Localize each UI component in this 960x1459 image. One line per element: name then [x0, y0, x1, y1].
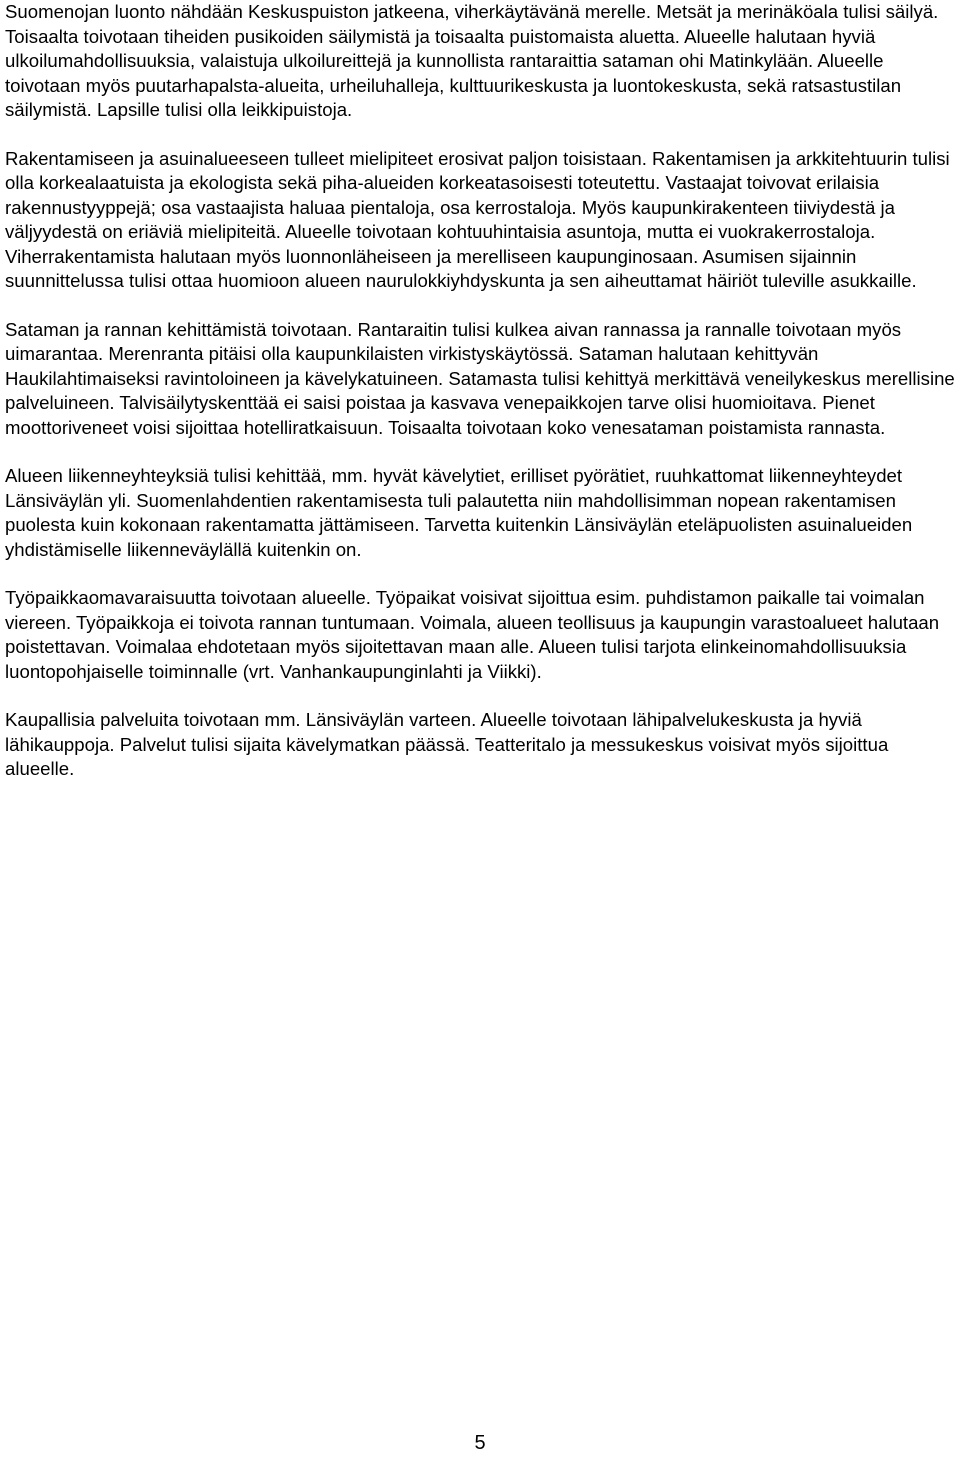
paragraph-workplaces: Työpaikkaomavaraisuutta toivotaan alueelle. Työpaikat voisivat sijoittua esim. puhdistamon paikalle tai voimalan viereen. Työpaikkoja ei toivota rannan tuntumaan. Voimala, alueen teollisuus ja kaupungin varastoalueet halutaan poistettavan. Voimalaa ehdotetaan myös sijoitettavan maan alle. Alueen tulisi tarjota elinkeinomahdollisuuksia luontopohjaiselle toiminnalle (vrt. Vanhankaupunginlahti ja Viikki).: [5, 587, 940, 682]
paragraph-construction: Rakentamiseen ja asuinalueeseen tulleet mielipiteet erosivat paljon toisistaan. Rakentamisen ja arkkitehtuurin tulisi olla korkealaatuista ja ekologista sekä piha-alueiden korkeatasoisesti toteutettu. Vastaajat toivovat erilaisia rakennustyyppejä; osa vastaajista haluaa pientaloja, osa kerrostaloja. Myös kaupunkirakenteen tiiviydestä ja väljyydestä on eriäviä mielipiteitä. Alueelle toivotaan kohtuuhintaisia asuntoja, mutta ei vuokrakerrostaloja. Viherrakentamista halutaan myös luonnonläheiseen ja merelliseen kaupunginosaan. Asumisen sijainnin suunnittelussa tulisi ottaa huomioon alueen naurulokkiyhdyskunta ja sen aiheuttamat häiriöt tuleville asukkaille.: [5, 147, 950, 291]
paragraph-traffic: Alueen liikenneyhteyksiä tulisi kehittää, mm. hyvät kävelytiet, erilliset pyörätiet, ruuhkattomat liikenneyhteydet Länsiväylän yli. Suomenlahdentien rakentamisesta tuli palautetta niin mahdollisimman nopean rakentamisen puolesta kuin kokonaan rakentamatta jättämiseen. Tarvetta kuitenkin Länsiväylän eteläpuolisten asuinalueiden yhdistämiselle liikenneväylällä kuitenkin on.: [5, 465, 913, 560]
document-body: [5, 0, 955, 806]
paragraph-services: Kaupallisia palveluita toivotaan mm. Länsiväylän varteen. Alueelle toivotaan lähipalvelukeskusta ja hyviä lähikauppoja. Palvelut tulisi sijaita kävelymatkan päässä. Teatteritalo ja messukeskus voisivat myös sijoittua alueelle.: [5, 709, 889, 779]
page-number: 5: [474, 1432, 486, 1454]
paragraph-harbour: Sataman ja rannan kehittämistä toivotaan. Rantaraitin tulisi kulkea aivan rannassa ja rannalle toivotaan myös uimarantaa. Merenranta pitäisi olla kaupunkilaisten virkistyskäytössä. Sataman halutaan kehittyvän Haukilahtimaiseksi ravintoloineen ja kävelykatuineen. Satamasta tulisi kehittyä merkittävä veneilykeskus merellisine palveluineen. Talvisäilytyskenttää ei saisi poistaa ja kasvava venepaikkojen tarve olisi huomioitava. Pienet moottoriveneet voisi sijoittaa hotelliratkaisuun. Toisaalta toivotaan koko venesataman poistamista rannasta.: [5, 318, 955, 438]
paragraph-nature: Suomenojan luonto nähdään Keskuspuiston jatkeena, viherkäytävänä merelle. Metsät ja merinäköala tulisi säilyä. Toisaalta toivotaan tiheiden pusikoiden säilymistä ja toisaalta puistomaista aluetta. Alueelle halutaan hyviä ulkoilumahdollisuuksia, valaistuja ulkoilureittejä ja kunnollista rantaraittia sataman ohi Matinkylään. Alueelle toivotaan myös puutarhapalsta-alueita, urheiluhalleja, kulttuurikeskusta ja luontokeskusta, sekä ratsastustilan säilymistä. Lapsille tulisi olla leikkipuistoja.: [5, 1, 939, 120]
